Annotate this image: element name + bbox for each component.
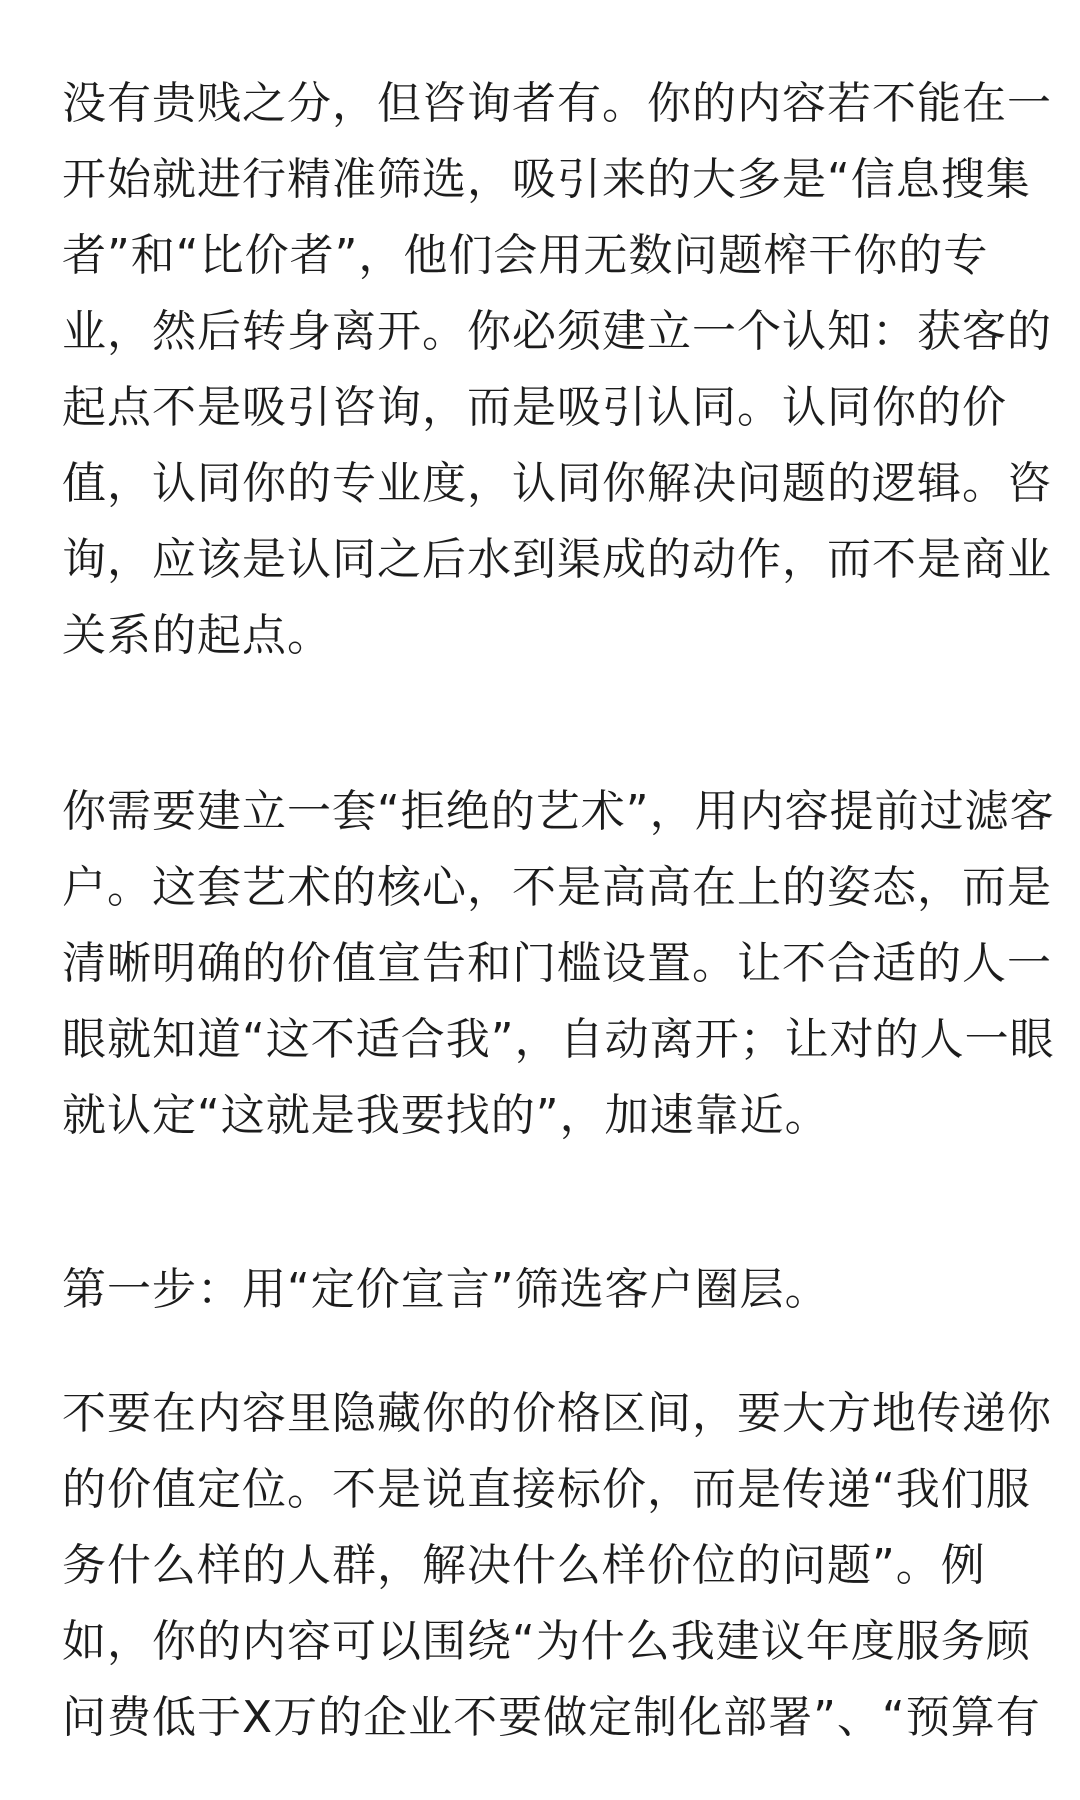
paragraph-pricing: [62, 1376, 1052, 1756]
text-line: 没有贵贱之分，但咨询者有。你的内容若不能在一: [62, 78, 1052, 129]
text-line: 眼就知道“这不适合我”，自动离开；让对的人一眼: [62, 1014, 1055, 1065]
text-line: 清晰明确的价值宣告和门槛设置。让不合适的人一: [62, 938, 1052, 989]
text-line: 关系的起点。: [62, 610, 332, 661]
text-line: 起点不是吸引咨询，而是吸引认同。认同你的价: [62, 382, 1007, 433]
text-line: 如，你的内容可以围绕“为什么我建议年度服务顾: [62, 1616, 1031, 1667]
paragraph-intro: [62, 66, 1052, 674]
text-line: 问费低于X万的企业不要做定制化部署”、“预算有: [62, 1692, 1041, 1743]
paragraph-rejection-art: [62, 774, 1055, 1154]
text-line: 的价值定位。不是说直接标价，而是传递“我们服: [62, 1464, 1031, 1515]
text-line: 务什么样的人群，解决什么样价位的问题”。例: [62, 1540, 986, 1591]
text-line: 第一步：用“定价宣言”筛选客户圈层。: [62, 1264, 830, 1315]
text-line: 你需要建立一套“拒绝的艺术”，用内容提前过滤客: [62, 786, 1055, 837]
text-line: 开始就进行精准筛选，吸引来的大多是“信息搜集: [62, 154, 1031, 205]
article-body: [62, 66, 1055, 1756]
text-line: 就认定“这就是我要找的”，加速靠近。: [62, 1090, 830, 1141]
text-line: 值，认同你的专业度，认同你解决问题的逻辑。咨: [62, 458, 1052, 509]
text-line: 业，然后转身离开。你必须建立一个认知：获客的: [62, 306, 1052, 357]
text-line: 询，应该是认同之后水到渠成的动作，而不是商业: [62, 534, 1052, 585]
text-line: 者”和“比价者”，他们会用无数问题榨干你的专: [62, 230, 989, 281]
paragraph-spacer: [62, 674, 1032, 774]
section-heading-step-one: [62, 1252, 1032, 1328]
paragraph-spacer: [62, 1154, 1032, 1252]
text-line: 不要在内容里隐藏你的价格区间，要大方地传递你: [62, 1388, 1052, 1439]
text-line: 户。这套艺术的核心，不是高高在上的姿态，而是: [62, 862, 1052, 913]
paragraph-spacer: [62, 1328, 1032, 1376]
